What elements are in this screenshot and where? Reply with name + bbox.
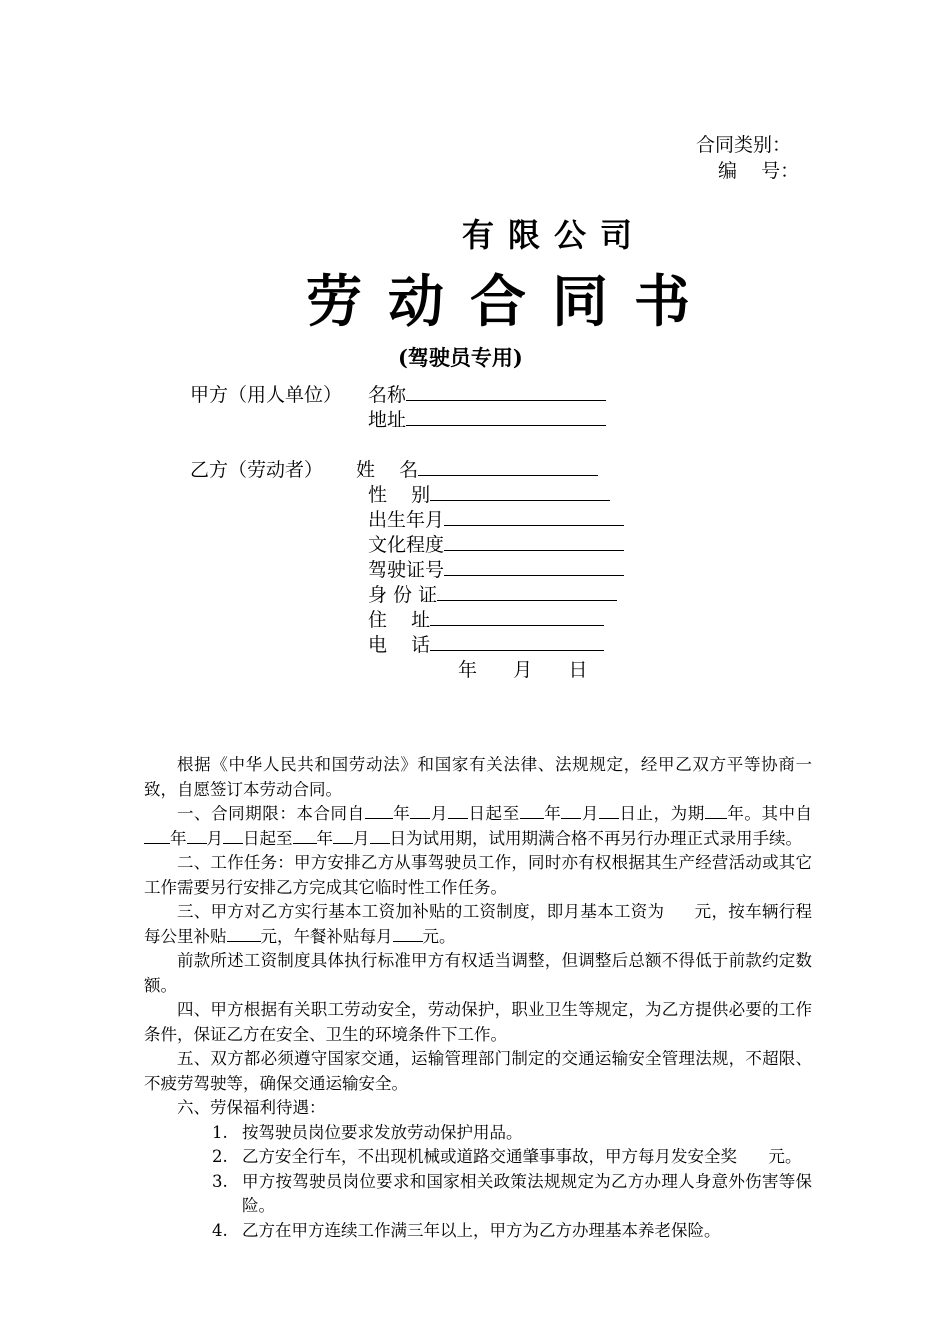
term-text: 月 bbox=[353, 828, 370, 848]
blank bbox=[144, 828, 170, 844]
wage-text: 元。 bbox=[422, 926, 456, 946]
term-text: 日为试用期，试用期满合格不再另行办理正式录用手续。 bbox=[389, 828, 802, 848]
party-b-phone-blank bbox=[430, 631, 604, 651]
contract-number-label: 编 号： bbox=[718, 160, 800, 182]
party-b-education-field bbox=[368, 530, 624, 557]
party-b-field-label: 电 话 bbox=[368, 634, 431, 656]
term-text: 年 bbox=[316, 828, 333, 848]
page-title: 劳动合同书 bbox=[306, 269, 716, 335]
list-number: 4. bbox=[212, 1220, 228, 1240]
intro-paragraph: 根据《中华人民共和国劳动法》和国家有关法律、法规规定，经甲乙双方平等协商一致，自愿签订本劳动合同。 bbox=[144, 755, 812, 799]
party-b-license-blank bbox=[444, 556, 624, 576]
party-b-phone-field bbox=[368, 630, 604, 657]
safety-paragraph: 四、甲方根据有关职工劳动安全，劳动保护，职业卫生等规定，为乙方提供必要的工作条件，保证乙方在安全、卫生的环境条件下工作。 bbox=[144, 1000, 812, 1044]
contract-type-label: 合同类别： bbox=[696, 134, 792, 156]
party-a-name-field bbox=[368, 380, 606, 407]
party-a-label: 甲方（用人单位） bbox=[190, 384, 343, 406]
blank bbox=[410, 803, 430, 819]
term-text: 日起至 bbox=[467, 804, 520, 823]
party-b-field-label: 性 别 bbox=[368, 484, 431, 506]
blank bbox=[520, 803, 544, 819]
welfare-heading: 六、劳保福利待遇： bbox=[177, 1098, 326, 1117]
term-text: 日止，为期 bbox=[618, 804, 705, 823]
party-b-field-label: 姓 名 bbox=[356, 459, 419, 481]
list-text: 乙方安全行车，不出现机械或道路交通肇事事故，甲方每月发安全奖 元。 bbox=[242, 1147, 802, 1166]
term-text: 日起至 bbox=[243, 828, 293, 848]
list-number: 3. bbox=[212, 1171, 228, 1191]
blank bbox=[223, 828, 243, 844]
term-text: 年 bbox=[392, 804, 411, 823]
blank bbox=[293, 828, 317, 844]
traffic-paragraph: 五、双方都必须遵守国家交通，运输管理部门制定的交通运输安全管理法规，不超限、不疲劳驾驶等，确保交通运输安全。 bbox=[144, 1049, 812, 1093]
term-text: 年 bbox=[543, 804, 562, 823]
company-line: 有限公司 bbox=[462, 216, 647, 254]
list-item bbox=[144, 1121, 812, 1146]
party-b-label: 乙方（劳动者） bbox=[190, 459, 324, 481]
party-b-license-field bbox=[368, 555, 624, 582]
list-text: 甲方按驾驶员岗位要求和国家相关政策法规规定为乙方办理人身意外伤害等保险。 bbox=[242, 1171, 812, 1215]
blank bbox=[599, 803, 619, 819]
term-text: 一、合同期限：本合同自 bbox=[177, 804, 365, 823]
wage-text: 元，午餐补贴每月 bbox=[260, 926, 393, 946]
party-b-gender-field bbox=[368, 480, 610, 507]
list-number: 2. bbox=[212, 1147, 228, 1166]
party-b-birth-field bbox=[368, 505, 624, 532]
party-b-field-label: 身 份 证 bbox=[368, 584, 438, 606]
term-text: 年 bbox=[170, 828, 187, 848]
term-text: 月 bbox=[581, 804, 599, 823]
blank bbox=[365, 803, 393, 819]
party-a-address-label: 地址 bbox=[368, 409, 407, 431]
blank bbox=[370, 828, 390, 844]
wage-note-paragraph: 前款所述工资制度具体执行标准甲方有权适当调整，但调整后总额不得低于前款约定数额。 bbox=[144, 951, 812, 995]
party-b-birth-blank bbox=[444, 506, 624, 526]
party-b-education-blank bbox=[444, 531, 624, 551]
party-b-field-label: 驾驶证号 bbox=[368, 559, 445, 581]
term-paragraph bbox=[144, 802, 812, 851]
party-b-field-label: 住 址 bbox=[368, 609, 431, 631]
wage-paragraph bbox=[144, 900, 812, 949]
party-b-id-blank bbox=[437, 581, 617, 601]
blank bbox=[561, 803, 581, 819]
page-subtitle: (驾驶员专用) bbox=[398, 345, 523, 370]
party-b-field-label: 出生年月 bbox=[368, 509, 445, 531]
party-a-address-blank bbox=[406, 406, 606, 426]
party-a-address-field bbox=[368, 405, 606, 432]
party-b-address-field bbox=[368, 605, 604, 632]
party-b-gender-blank bbox=[430, 481, 610, 501]
term-text: 月 bbox=[206, 828, 223, 848]
term-text: 月 bbox=[430, 804, 448, 823]
blank bbox=[333, 828, 353, 844]
term-text: 年。其中自 bbox=[726, 804, 813, 823]
wage-text: 三、甲方对乙方实行基本工资加补贴的工资制度，即月基本工资为 bbox=[177, 902, 665, 921]
contract-body bbox=[144, 753, 812, 1243]
list-item bbox=[144, 1145, 812, 1170]
party-a-name-label: 名称 bbox=[368, 384, 407, 406]
list-item bbox=[144, 1219, 812, 1244]
blank bbox=[448, 803, 468, 819]
wage-text: 元，按车辆行程每公里补贴 bbox=[144, 902, 813, 946]
blank bbox=[705, 803, 727, 819]
signing-date: 年 月 日 bbox=[458, 659, 588, 681]
task-paragraph: 二、工作任务：甲方安排乙方从事驾驶员工作，同时亦有权根据其生产经营活动或其它工作需要另行安排乙方完成其它临时性工作任务。 bbox=[144, 853, 812, 897]
party-b-name-blank bbox=[418, 456, 598, 476]
list-text: 按驾驶员岗位要求发放劳动保护用品。 bbox=[242, 1122, 523, 1142]
blank bbox=[393, 926, 423, 942]
blank bbox=[187, 828, 207, 844]
party-b-address-blank bbox=[430, 606, 604, 626]
party-b-id-field bbox=[368, 580, 617, 607]
party-b-name-field bbox=[356, 455, 598, 482]
party-a-name-blank bbox=[406, 381, 606, 401]
blank bbox=[227, 926, 261, 942]
list-item bbox=[144, 1170, 812, 1219]
list-text: 乙方在甲方连续工作满三年以上，甲方为乙方办理基本养老保险。 bbox=[242, 1220, 721, 1240]
list-number: 1. bbox=[212, 1122, 228, 1142]
party-b-field-label: 文化程度 bbox=[368, 534, 445, 556]
